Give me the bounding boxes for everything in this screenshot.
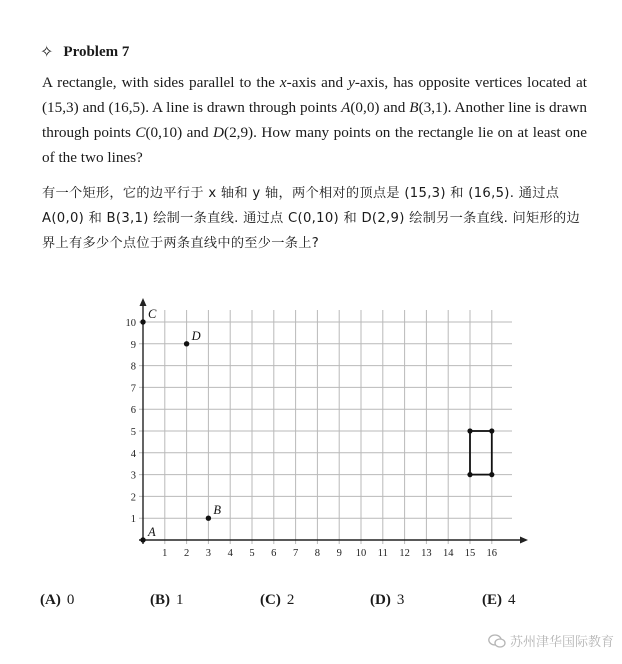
en-part: y [348, 74, 355, 91]
y-tick-label: 10 [125, 318, 136, 329]
rectangle-vertex [489, 472, 494, 477]
en-part: C [135, 124, 146, 141]
en-part: -axis and [286, 74, 349, 91]
en-part: (0,10) and [145, 124, 214, 141]
problem-text-chinese: 有一个矩形，它的边平行于 x 轴和 y 轴，两个相对的顶点是 (15,3) 和 (16,5). 通过点 A(0,0) 和 B(3,1) 绘制一条直线. 通过点 C(0,10) 和 D(2,9) 绘制另一条直线. 问矩形的边界上有多少个点位于两条直线中的至少一条上? [42, 186, 580, 251]
y-tick-label: 5 [130, 427, 136, 438]
point-label: C [148, 307, 157, 321]
x-tick-label: 11 [377, 548, 388, 559]
en-part: D [213, 124, 225, 141]
rectangle-vertex [467, 428, 472, 433]
wechat-icon [488, 634, 506, 648]
y-tick-label: 8 [130, 361, 136, 373]
rectangle-vertex [467, 472, 472, 477]
point-label: D [191, 328, 201, 343]
x-tick-label: 13 [421, 548, 432, 559]
y-tick-label: 3 [130, 470, 136, 482]
x-tick-label: 1 [162, 548, 168, 559]
choice-label: (C) [260, 592, 281, 608]
watermark-text: 苏州津华国际教育 [509, 635, 614, 650]
en-part: B [409, 99, 419, 116]
choice-c[interactable] [260, 592, 294, 609]
en-part: A [341, 99, 351, 116]
y-tick-label: 2 [130, 492, 136, 504]
x-tick-label: 14 [442, 548, 454, 559]
choice-label: (B) [150, 592, 170, 608]
en-part: (0,0) and [350, 99, 410, 116]
x-tick-label: 4 [227, 548, 233, 559]
choice-d[interactable] [370, 592, 404, 609]
choice-value: 4 [508, 592, 516, 608]
x-tick-label: 6 [271, 548, 277, 559]
en-part: x [279, 74, 287, 91]
y-tick-label: 9 [130, 339, 136, 351]
point-c [140, 319, 145, 324]
choice-label: (E) [482, 592, 502, 608]
y-axis-arrow [140, 298, 147, 306]
x-tick-label: 8 [314, 548, 321, 559]
y-tick-label: 6 [130, 405, 136, 417]
choice-value: 3 [396, 592, 405, 608]
point-label: A [148, 525, 156, 539]
choice-value: 0 [66, 592, 75, 608]
choice-value: 1 [176, 592, 184, 608]
x-tick-label: 16 [486, 548, 498, 559]
x-tick-label: 2 [183, 548, 190, 559]
x-tick-label: 15 [464, 548, 476, 559]
point-a [140, 537, 145, 542]
choice-label: (D) [370, 592, 391, 608]
y-tick-label: 1 [130, 514, 136, 526]
point-label: B [213, 503, 222, 518]
problem-title: Problem 7 [63, 43, 130, 60]
x-axis-arrow [520, 537, 528, 544]
x-tick-label: 5 [249, 548, 255, 559]
x-tick-label: 9 [336, 548, 342, 559]
en-part: A rectangle, with sides parallel to the [42, 74, 280, 91]
y-tick-label: 4 [130, 448, 136, 460]
point-b [206, 516, 211, 521]
x-tick-label: 10 [355, 548, 367, 559]
en-part: -axis, has opposite vertices located at (15,3) and (16,5). A line is drawn through points [42, 74, 587, 116]
en-part: (2,9). How many points on the rectangle lie on at least one of the two lines? [42, 124, 587, 166]
rectangle-vertex [489, 428, 494, 433]
sparkle-icon: ✧ [40, 44, 54, 61]
choice-e[interactable] [482, 592, 516, 609]
x-tick-label: 3 [205, 548, 212, 559]
choice-a[interactable] [40, 592, 74, 609]
x-tick-label: 7 [292, 548, 299, 559]
choice-label: (A) [40, 592, 61, 608]
watermark [488, 631, 614, 650]
choice-value: 2 [286, 592, 295, 608]
choice-b[interactable] [150, 592, 184, 609]
y-tick-label: 7 [130, 383, 136, 395]
en-part: (3,1). Another line is drawn through points [42, 99, 587, 141]
point-d [184, 341, 189, 346]
x-tick-label: 12 [399, 548, 410, 559]
